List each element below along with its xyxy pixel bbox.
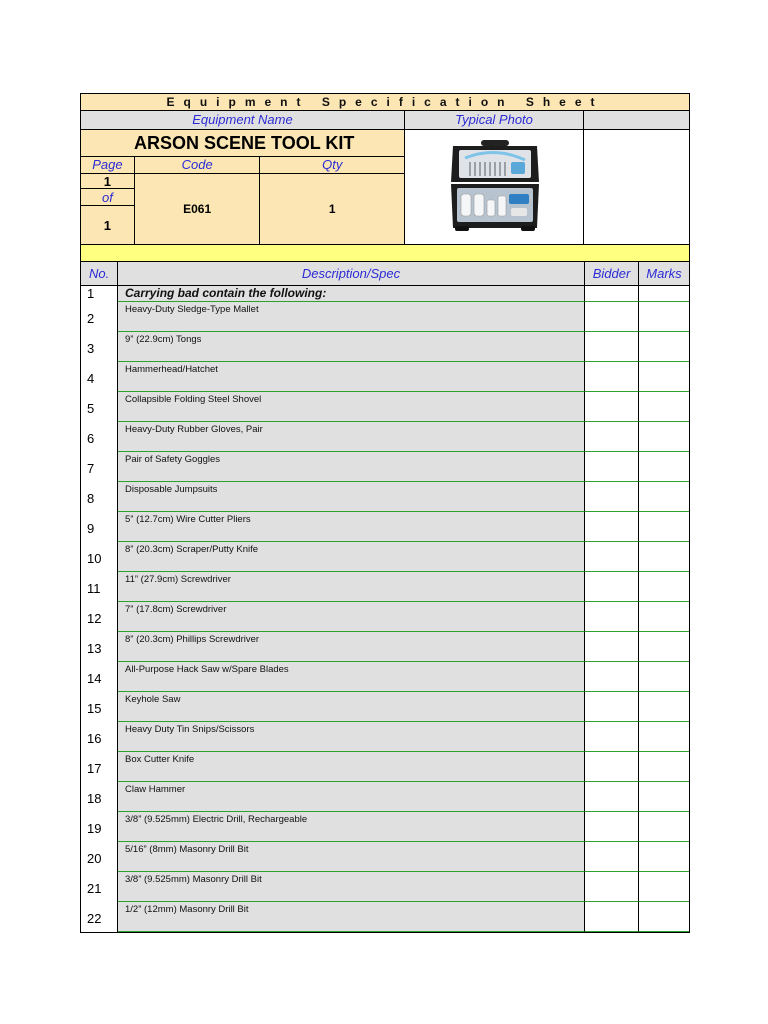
row-description: 9” (22.9cm) Tongs — [118, 332, 585, 362]
row-no: 10 — [81, 542, 118, 572]
row-no: 21 — [81, 872, 118, 902]
row-bidder-cell — [585, 542, 639, 572]
table-row — [80, 542, 690, 572]
page-number: 1 — [81, 174, 134, 189]
row-no: 12 — [81, 602, 118, 632]
row-bidder-cell — [585, 482, 639, 512]
row-marks-cell — [639, 752, 689, 782]
row-description: Box Cutter Knife — [118, 752, 585, 782]
row-marks-cell — [639, 286, 689, 302]
table-row — [80, 842, 690, 872]
row-no: 7 — [81, 452, 118, 482]
row-no: 1 — [81, 286, 118, 302]
row-marks-cell — [639, 542, 689, 572]
header-blank-cell — [584, 111, 689, 129]
table-row — [80, 362, 690, 392]
row-no: 17 — [81, 752, 118, 782]
row-description: 3/8” (9.525mm) Masonry Drill Bit — [118, 872, 585, 902]
row-description: 8” (20.3cm) Phillips Screwdriver — [118, 632, 585, 662]
row-no: 16 — [81, 722, 118, 752]
row-description: 5/16” (8mm) Masonry Drill Bit — [118, 842, 585, 872]
page-cell — [81, 174, 135, 244]
typical-photo-cell — [405, 130, 584, 244]
row-no: 19 — [81, 812, 118, 842]
row-marks-cell — [639, 872, 689, 902]
equipment-spec-sheet — [80, 93, 690, 933]
table-row — [80, 392, 690, 422]
row-bidder-cell — [585, 362, 639, 392]
row-bidder-cell — [585, 602, 639, 632]
sheet-title: Equipment Specification Sheet — [80, 93, 690, 111]
photo-blank-cell — [584, 130, 689, 244]
sheet-header-row — [80, 111, 690, 130]
info-sub-header — [81, 157, 404, 174]
table-row — [80, 572, 690, 602]
row-bidder-cell — [585, 842, 639, 872]
row-no: 3 — [81, 332, 118, 362]
row-marks-cell — [639, 662, 689, 692]
table-row — [80, 482, 690, 512]
row-marks-cell — [639, 782, 689, 812]
equipment-name: ARSON SCENE TOOL KIT — [81, 130, 404, 157]
row-marks-cell — [639, 482, 689, 512]
row-no: 6 — [81, 422, 118, 452]
row-description: Heavy-Duty Sledge-Type Mallet — [118, 302, 585, 332]
row-description: Claw Hammer — [118, 782, 585, 812]
row-marks-cell — [639, 812, 689, 842]
row-description: 7” (17.8cm) Screwdriver — [118, 602, 585, 632]
table-row — [80, 602, 690, 632]
row-description: Pair of Safety Goggles — [118, 452, 585, 482]
row-description: 3/8” (9.525mm) Electric Drill, Rechargeable — [118, 812, 585, 842]
col-bidder-header: Bidder — [585, 262, 639, 285]
row-bidder-cell — [585, 722, 639, 752]
equipment-name-label: Equipment Name — [81, 111, 405, 129]
row-marks-cell — [639, 692, 689, 722]
tool-kit-case-icon — [447, 138, 543, 234]
row-bidder-cell — [585, 692, 639, 722]
row-no: 13 — [81, 632, 118, 662]
col-marks-header: Marks — [639, 262, 689, 285]
qty-value: 1 — [260, 174, 404, 244]
table-row-intro — [80, 286, 690, 302]
row-bidder-cell — [585, 872, 639, 902]
row-marks-cell — [639, 632, 689, 662]
row-bidder-cell — [585, 512, 639, 542]
row-description: 5” (12.7cm) Wire Cutter Pliers — [118, 512, 585, 542]
row-bidder-cell — [585, 332, 639, 362]
row-marks-cell — [639, 842, 689, 872]
row-no: 2 — [81, 302, 118, 332]
table-row — [80, 752, 690, 782]
row-marks-cell — [639, 362, 689, 392]
row-no: 22 — [81, 902, 118, 932]
row-marks-cell — [639, 392, 689, 422]
row-no: 8 — [81, 482, 118, 512]
row-bidder-cell — [585, 812, 639, 842]
table-row — [80, 722, 690, 752]
row-bidder-cell — [585, 662, 639, 692]
row-no: 4 — [81, 362, 118, 392]
row-marks-cell — [639, 302, 689, 332]
table-row — [80, 662, 690, 692]
table-row — [80, 902, 690, 932]
row-bidder-cell — [585, 392, 639, 422]
row-marks-cell — [639, 902, 689, 932]
code-label: Code — [135, 157, 261, 173]
row-bidder-cell — [585, 632, 639, 662]
row-description: 11” (27.9cm) Screwdriver — [118, 572, 585, 602]
row-description: Disposable Jumpsuits — [118, 482, 585, 512]
equipment-info-block — [80, 130, 690, 245]
table-row — [80, 332, 690, 362]
row-no: 18 — [81, 782, 118, 812]
page-label: Page — [81, 157, 135, 173]
typical-photo-label: Typical Photo — [405, 111, 584, 129]
qty-label: Qty — [260, 157, 404, 173]
row-bidder-cell — [585, 302, 639, 332]
row-bidder-cell — [585, 286, 639, 302]
table-row — [80, 452, 690, 482]
row-bidder-cell — [585, 452, 639, 482]
row-bidder-cell — [585, 572, 639, 602]
row-marks-cell — [639, 512, 689, 542]
row-description: Heavy-Duty Rubber Gloves, Pair — [118, 422, 585, 452]
row-marks-cell — [639, 332, 689, 362]
row-description: Collapsible Folding Steel Shovel — [118, 392, 585, 422]
row-no: 9 — [81, 512, 118, 542]
row-description: All-Purpose Hack Saw w/Spare Blades — [118, 662, 585, 692]
row-marks-cell — [639, 452, 689, 482]
table-row — [80, 422, 690, 452]
spec-table-body — [80, 302, 690, 932]
row-no: 5 — [81, 392, 118, 422]
page-total: 1 — [103, 217, 112, 233]
row-bidder-cell — [585, 902, 639, 932]
page-of-label: of — [81, 189, 134, 206]
row-no: 15 — [81, 692, 118, 722]
table-row — [80, 632, 690, 662]
row-marks-cell — [639, 722, 689, 752]
table-row — [80, 512, 690, 542]
table-row — [80, 782, 690, 812]
row-marks-cell — [639, 572, 689, 602]
row-description: Keyhole Saw — [118, 692, 585, 722]
row-no: 20 — [81, 842, 118, 872]
table-bottom-border — [80, 932, 690, 933]
row-no: 14 — [81, 662, 118, 692]
row-marks-cell — [639, 602, 689, 632]
row-description: Heavy Duty Tin Snips/Scissors — [118, 722, 585, 752]
row-description: 8” (20.3cm) Scraper/Putty Knife — [118, 542, 585, 572]
table-row — [80, 872, 690, 902]
equipment-info-left — [81, 130, 405, 244]
row-description: 1/2” (12mm) Masonry Drill Bit — [118, 902, 585, 932]
row-no: 11 — [81, 572, 118, 602]
separator-band — [80, 245, 690, 262]
code-value: E061 — [135, 174, 261, 244]
row-bidder-cell — [585, 752, 639, 782]
row-bidder-cell — [585, 422, 639, 452]
row-marks-cell — [639, 422, 689, 452]
row-bidder-cell — [585, 782, 639, 812]
row-description: Carrying bad contain the following: — [118, 286, 585, 302]
table-row — [80, 302, 690, 332]
col-no-header: No. — [81, 262, 118, 285]
row-description: Hammerhead/Hatchet — [118, 362, 585, 392]
spec-table-header — [80, 262, 690, 286]
table-row — [80, 692, 690, 722]
table-row — [80, 812, 690, 842]
col-description-header: Description/Spec — [118, 262, 585, 285]
info-values — [81, 174, 404, 244]
